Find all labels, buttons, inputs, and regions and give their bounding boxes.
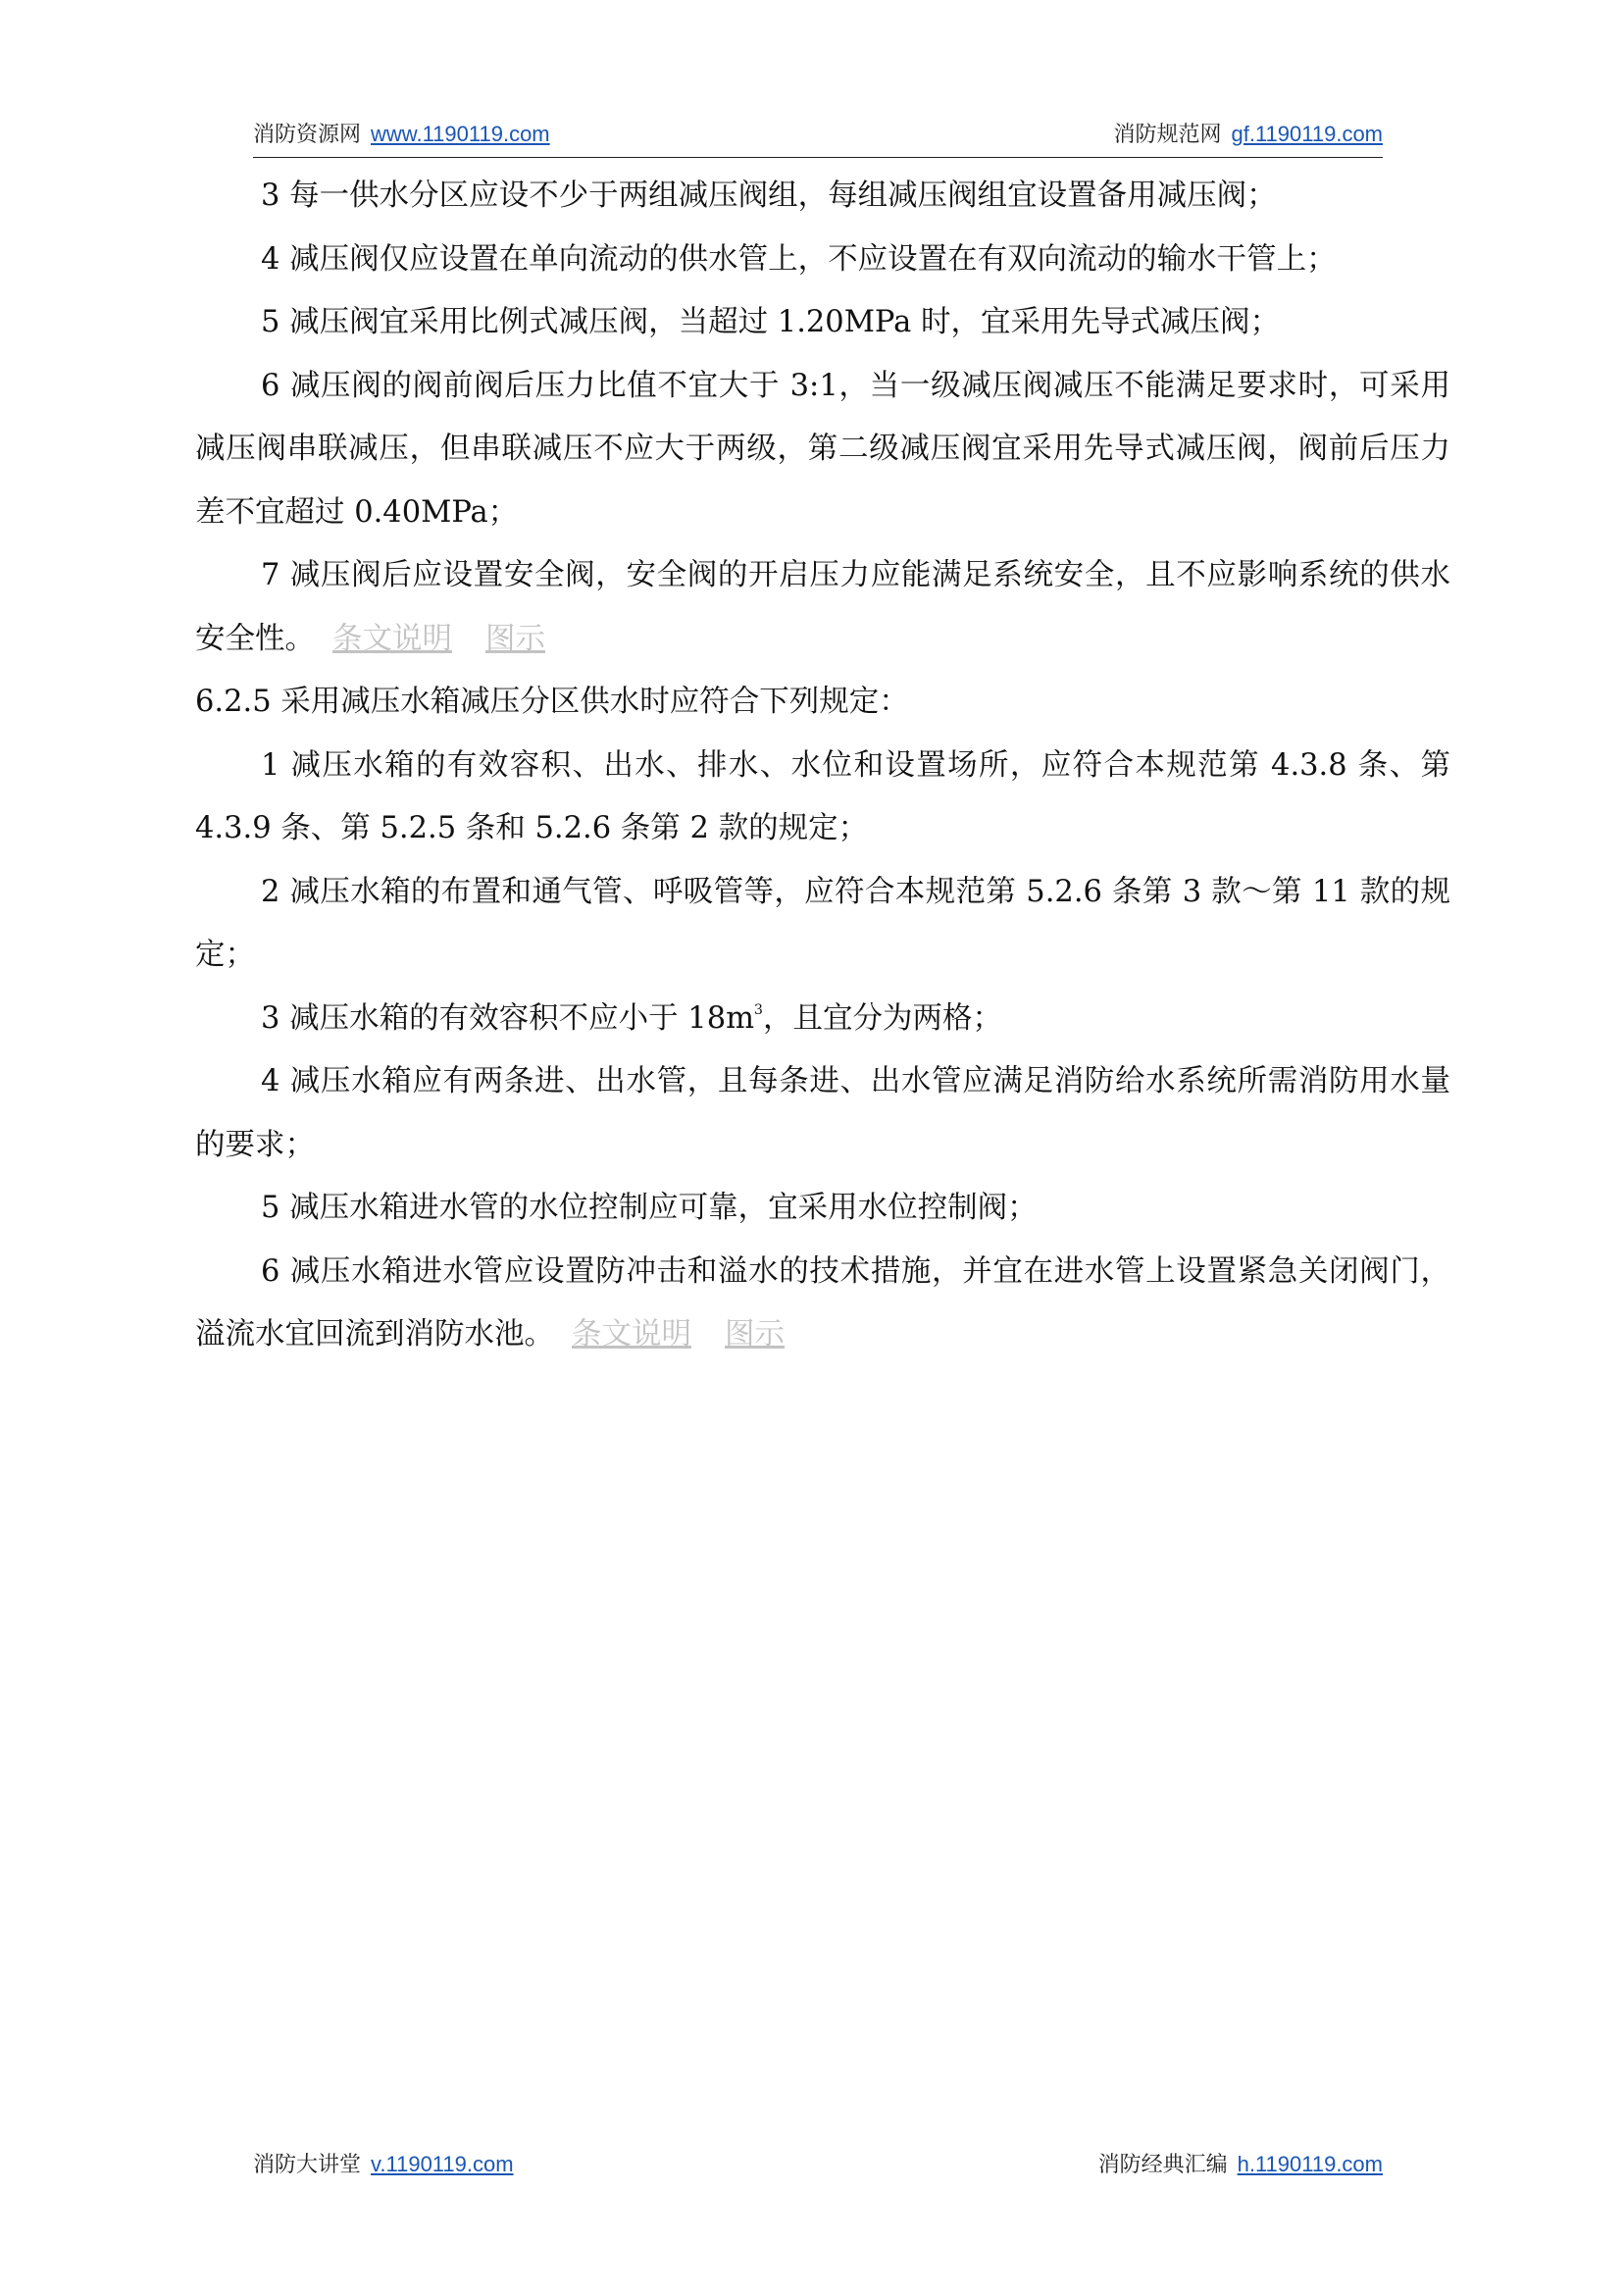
item-paragraph: [195, 1177, 1450, 1241]
explanation-link[interactable]: 条文说明: [572, 1317, 691, 1351]
figure-link[interactable]: 图示: [725, 1317, 785, 1351]
header-left-site-name: 消防资源网: [253, 122, 362, 146]
footer-left-site-link[interactable]: v.1190119.com: [371, 2152, 514, 2176]
item-paragraph: [195, 988, 1450, 1051]
footer-right-site-name: 消防经典汇编: [1097, 2152, 1228, 2176]
item-5-text: 5 减压阀宜采用比例式减压阀，当超过 1.20MPa 时，宜采用先导式减压阀；: [261, 305, 1280, 339]
clause-heading: [195, 671, 1450, 735]
clause-item-3-text: 3 减压水箱的有效容积不应小于 18m: [261, 1000, 755, 1036]
header-left-site-link[interactable]: www.1190119.com: [371, 122, 550, 146]
page-header: [253, 118, 1383, 158]
item-7-text: 7 减压阀后应设置安全阀，安全阀的开启压力应能满足系统安全，且不应影响系统的供水安全性。: [195, 558, 1450, 656]
item-4-text: 4 减压阀仅应设置在单向流动的供水管上，不应设置在有双向流动的输水干管上；: [261, 241, 1337, 277]
figure-link[interactable]: 图示: [485, 621, 545, 656]
footer-right-site-link[interactable]: h.1190119.com: [1237, 2152, 1383, 2176]
clause-item-3-text-after: ，且宜分为两格；: [762, 1000, 1002, 1036]
item-6-text: 6 减压阀的阀前阀后压力比值不宜大于 3:1，当一级减压阀减压不能满足要求时，可采用减压阀串联减压，但串联减压不应大于两级，第二级减压阀宜采用先导式减压阀，阀前后压力差不宜超过 0.40MPa；: [195, 368, 1450, 530]
clause-6-2-5-text: 6.2.5 采用减压水箱减压分区供水时应符合下列规定：: [195, 685, 909, 719]
cubic-superscript: 3: [754, 1001, 763, 1018]
item-paragraph: [195, 229, 1450, 292]
footer-left-site-name: 消防大讲堂: [253, 2152, 362, 2176]
item-paragraph: [195, 165, 1450, 229]
header-right-site-name: 消防规范网: [1113, 122, 1222, 146]
clause-item-5-text: 5 减压水箱进水管的水位控制应可靠，宜采用水位控制阀；: [261, 1191, 1038, 1225]
footer-right: [1098, 2148, 1383, 2178]
explanation-link[interactable]: 条文说明: [332, 621, 452, 656]
header-right: [1113, 118, 1383, 148]
page-footer: [253, 2148, 1383, 2187]
clause-item-2-text: 2 减压水箱的布置和通气管、呼吸管等，应符合本规范第 5.2.6 条第 3 款～第 11 款的规定；: [195, 874, 1450, 972]
header-right-site-link[interactable]: gf.1190119.com: [1231, 122, 1383, 146]
header-left: [253, 118, 550, 148]
clause-item-1-text: 1 减压水箱的有效容积、出水、排水、水位和设置场所，应符合本规范第 4.3.8 条、第 4.3.9 条、第 5.2.5 条和 5.2.6 条第 2 款的规定；: [195, 747, 1450, 845]
clause-item-4-text: 4 减压水箱应有两条进、出水管，且每条进、出水管应满足消防给水系统所需消防用水量的要求；: [195, 1064, 1450, 1162]
item-paragraph: [195, 355, 1450, 545]
footer-left: [253, 2148, 514, 2178]
document-body: [195, 165, 1450, 1367]
item-paragraph: [195, 1241, 1450, 1367]
item-paragraph: [195, 544, 1450, 671]
item-paragraph: [195, 291, 1450, 355]
item-paragraph: [195, 861, 1450, 988]
item-3-text: 3 每一供水分区应设不少于两组减压阀组，每组减压阀组宜设置备用减压阀；: [261, 178, 1277, 213]
clause-item-6-text: 6 减压水箱进水管应设置防冲击和溢水的技术措施，并宜在进水管上设置紧急关闭阀门，溢流水宜回流到消防水池。: [195, 1253, 1450, 1351]
item-paragraph: [195, 735, 1450, 861]
item-paragraph: [195, 1050, 1450, 1177]
